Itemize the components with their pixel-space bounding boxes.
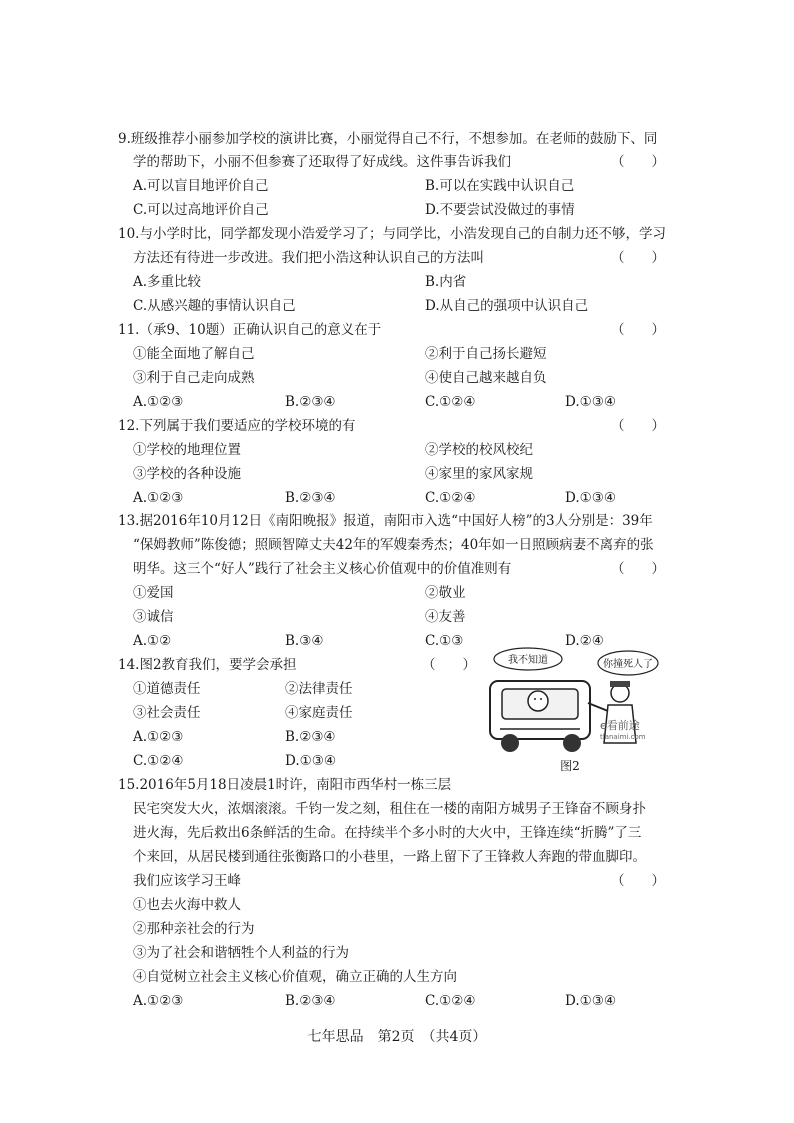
q9-option-b: B.可以在实践中认识自己 bbox=[425, 178, 575, 194]
q10-option-d: D.从自己的强项中认识自己 bbox=[425, 298, 589, 314]
q12-stem: 12.下列属于我们要适应的学校环境的有 bbox=[118, 418, 356, 434]
q15-option-c: C.①②④ bbox=[425, 993, 476, 1009]
q13-item-2: ②敬业 bbox=[425, 585, 466, 601]
q11-item-1: ①能全面地了解自己 bbox=[133, 346, 255, 362]
q15-item-2: ②那种亲社会的行为 bbox=[133, 921, 255, 937]
q11-option-d: D.①③④ bbox=[565, 394, 616, 410]
figure-2-cartoon bbox=[480, 643, 660, 773]
q12-option-b: B.②③④ bbox=[285, 490, 336, 506]
q13-answer-bracket: （ ） bbox=[611, 561, 665, 577]
q14-option-d: D.①③④ bbox=[285, 753, 336, 769]
q10-option-a: A.多重比较 bbox=[133, 274, 202, 290]
figure-caption: 图2 bbox=[560, 759, 580, 773]
q11-option-c: C.①②④ bbox=[425, 394, 476, 410]
q10-option-c: C.从感兴趣的事情认识自己 bbox=[133, 298, 296, 314]
q15-item-3: ③为了社会和谐牺牲个人利益的行为 bbox=[133, 945, 349, 961]
q9-option-d: D.不要尝试没做过的事情 bbox=[425, 202, 575, 218]
bubble-right-text: 你撞死人了 bbox=[603, 659, 653, 670]
q15-option-a: A.①②③ bbox=[133, 993, 184, 1009]
q12-option-c: C.①②④ bbox=[425, 490, 476, 506]
q12-item-2: ②学校的校风校纪 bbox=[425, 442, 533, 458]
q13-option-d: D.②④ bbox=[565, 633, 604, 649]
q14-option-b: B.②③④ bbox=[285, 729, 336, 745]
q15-item-4: ④自觉树立社会主义核心价值观，确立正确的人生方向 bbox=[133, 969, 457, 985]
q14-stem: 14.图2教育我们，要学会承担 bbox=[118, 657, 297, 673]
watermark-text: e看前途 bbox=[600, 719, 640, 732]
q14-item-2: ②法律责任 bbox=[285, 681, 353, 697]
watermark-url: tlanaimi.com bbox=[600, 733, 646, 741]
q9-stem-line-1: 9.班级推荐小丽参加学校的演讲比赛，小丽觉得自己不行，不想参加。在老师的鼓励下、同 bbox=[118, 131, 658, 147]
q14-item-1: ①道德责任 bbox=[133, 681, 201, 697]
q13-item-3: ③诚信 bbox=[133, 609, 174, 625]
q14-item-4: ④家庭责任 bbox=[285, 705, 353, 721]
q15-option-b: B.②③④ bbox=[285, 993, 336, 1009]
q9-option-c: C.可以过高地评价自己 bbox=[133, 202, 269, 218]
q11-answer-bracket: （ ） bbox=[611, 322, 665, 338]
q15-stem-line-2: 民宅突发大火，浓烟滚滚。千钧一发之刻，租住在一楼的南阳方城男子王锋奋不顾身扑 bbox=[133, 801, 646, 817]
q14-option-a: A.①②③ bbox=[133, 729, 184, 745]
q12-item-4: ④家里的家风家规 bbox=[425, 466, 533, 482]
q10-stem-line-1: 10.与小学时比，同学都发现小浩爱学习了；与同学比，小浩发现自己的自制力还不够，学习 bbox=[118, 226, 666, 242]
page-footer: 七年思品 第2页 （共4页） bbox=[307, 1029, 487, 1045]
q15-stem-line-5: 我们应该学习王峰 bbox=[133, 873, 241, 889]
q11-stem: 11.（承9、10题）正确认识自己的意义在于 bbox=[118, 322, 382, 338]
q13-option-b: B.③④ bbox=[285, 633, 324, 649]
q15-stem-line-4: 个来回，从居民楼到通往张衡路口的小巷里，一路上留下了王锋救人奔跑的带血脚印。 bbox=[133, 849, 646, 865]
q15-stem-line-3: 进火海，先后救出6条鲜活的生命。在持续半个多小时的大火中，王锋连续“折腾”了三 bbox=[133, 825, 642, 841]
q15-stem-line-1: 15.2016年5月18日凌晨1时许，南阳市西华村一栋三层 bbox=[118, 777, 452, 793]
q11-item-4: ④使自己越来越自负 bbox=[425, 370, 547, 386]
q14-option-c: C.①②④ bbox=[133, 753, 184, 769]
q10-answer-bracket: （ ） bbox=[611, 250, 665, 266]
q11-item-3: ③利于自己走向成熟 bbox=[133, 370, 255, 386]
q13-item-1: ①爱国 bbox=[133, 585, 174, 601]
q11-option-b: B.②③④ bbox=[285, 394, 336, 410]
cartoon-illustration bbox=[480, 643, 660, 755]
q15-option-d: D.①③④ bbox=[565, 993, 616, 1009]
q14-answer-bracket: （ ） bbox=[422, 657, 476, 673]
q13-stem-line-1: 13.据2016年10月12日《南阳晚报》报道，南阳市入选“中国好人榜”的3人分别是：39年 bbox=[118, 513, 653, 529]
q10-option-b: B.内省 bbox=[425, 274, 467, 290]
q12-item-3: ③学校的各种设施 bbox=[133, 466, 241, 482]
q9-option-a: A.可以盲目地评价自己 bbox=[133, 178, 269, 194]
q15-answer-bracket: （ ） bbox=[611, 873, 665, 889]
q12-item-1: ①学校的地理位置 bbox=[133, 442, 241, 458]
q13-item-4: ④友善 bbox=[425, 609, 466, 625]
q12-option-d: D.①③④ bbox=[565, 490, 616, 506]
q11-item-2: ②利于自己扬长避短 bbox=[425, 346, 547, 362]
q10-stem-line-2: 方法还有待进一步改进。我们把小浩这种认识自己的方法叫 bbox=[133, 250, 484, 266]
q13-option-a: A.①② bbox=[133, 633, 172, 649]
q9-stem-line-2: 学的帮助下，小丽不但参赛了还取得了好成线。这件事告诉我们 bbox=[133, 154, 511, 170]
q13-stem-line-2: “保姆教师”陈俊德；照顾智障丈夫42年的军嫂秦秀杰；40年如一日照顾病妻不离弃的张 bbox=[133, 537, 654, 553]
q12-option-a: A.①②③ bbox=[133, 490, 184, 506]
q11-option-a: A.①②③ bbox=[133, 394, 184, 410]
q13-stem-line-3: 明华。这三个“好人”践行了社会主义核心价值观中的价值准则有 bbox=[133, 561, 512, 577]
q13-option-c: C.①③ bbox=[425, 633, 464, 649]
bubble-left-text: 我不知道 bbox=[508, 655, 548, 666]
q12-answer-bracket: （ ） bbox=[611, 418, 665, 434]
q9-answer-bracket: （ ） bbox=[611, 154, 665, 170]
q15-item-1: ①也去火海中救人 bbox=[133, 897, 241, 913]
q14-item-3: ③社会责任 bbox=[133, 705, 201, 721]
